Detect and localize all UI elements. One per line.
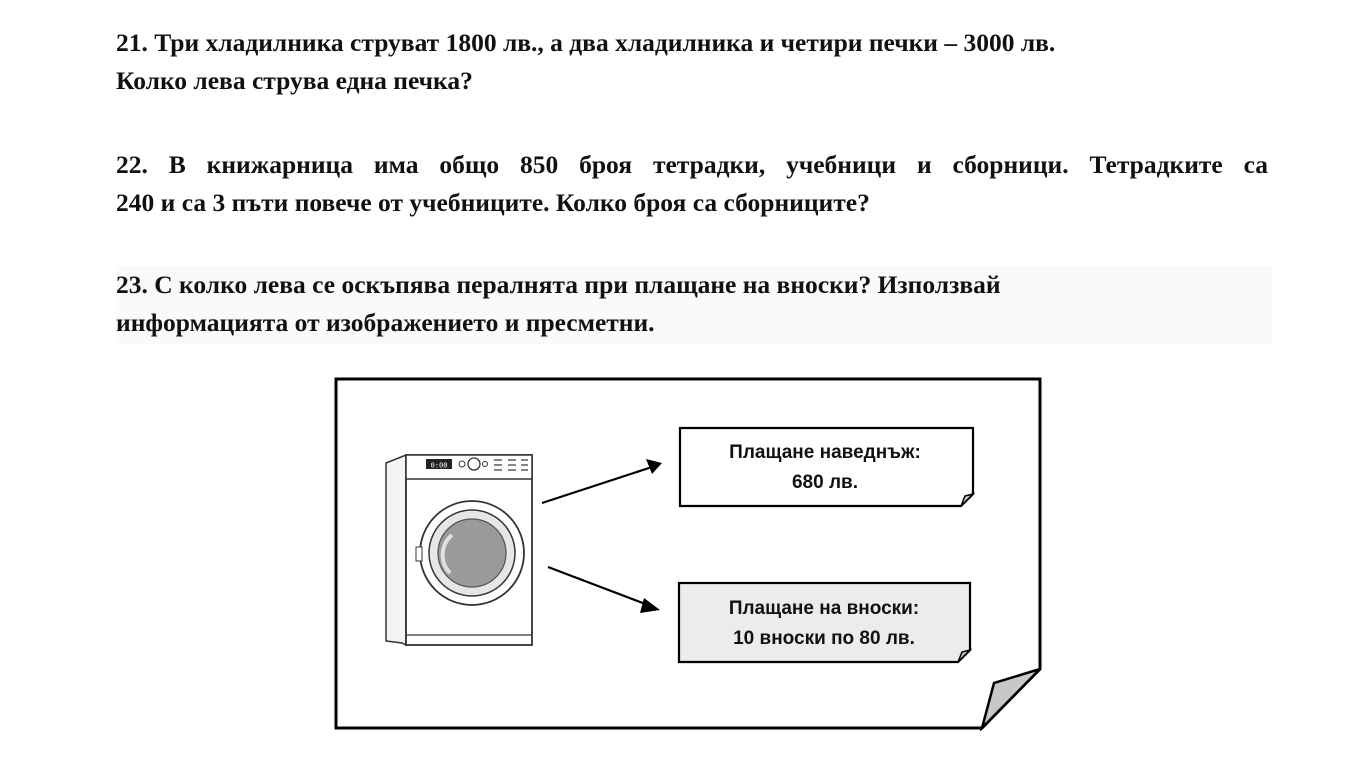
problem-22-text-line2: 240 и са 3 пъти повече от учебниците. Колко броя са сборниците?	[116, 188, 870, 217]
callout-installments-title: Плащане на вноски:	[728, 598, 920, 619]
problem-21-number: 21.	[116, 28, 148, 57]
problem-22-text-line1: В книжарница има общо 850 броя тетрадки, учебници и сборници. Тетрадките са	[168, 150, 1268, 179]
washer-dial	[468, 458, 480, 470]
figure-svg	[334, 377, 1044, 731]
problem-21-text-line2: Колко лева струва една печка?	[116, 66, 473, 95]
washing-machine-icon	[386, 455, 532, 645]
problem-22-line1-wrap	[116, 146, 1268, 184]
problem-23-text-line2: информацията от изображението и пресметни.	[116, 308, 655, 337]
problem-21-text-line1: Три хладилника струват 1800 лв., а два хладилника и четири печки – 3000 лв.	[154, 28, 1056, 57]
callout-installments-price: 10 вноски по 80 лв.	[733, 628, 915, 649]
problem-23-figure	[334, 377, 1044, 731]
callout-upfront-title: Плащане наведнъж:	[729, 442, 921, 463]
callout-installments	[679, 583, 970, 662]
problem-21	[116, 24, 1268, 100]
problem-23-number: 23.	[116, 270, 148, 299]
problem-23	[116, 266, 1272, 344]
problem-22-number: 22.	[116, 150, 148, 179]
callout-upfront-price: 680 лв.	[791, 472, 859, 493]
problem-22	[116, 146, 1268, 222]
washer-display-text: 0:00	[430, 461, 448, 470]
washer-door-glass	[438, 519, 506, 587]
problem-23-text-line1: С колко лева се оскъпява пералнята при плащане на вноски? Използвай	[154, 270, 1001, 299]
callout-upfront	[680, 428, 973, 506]
